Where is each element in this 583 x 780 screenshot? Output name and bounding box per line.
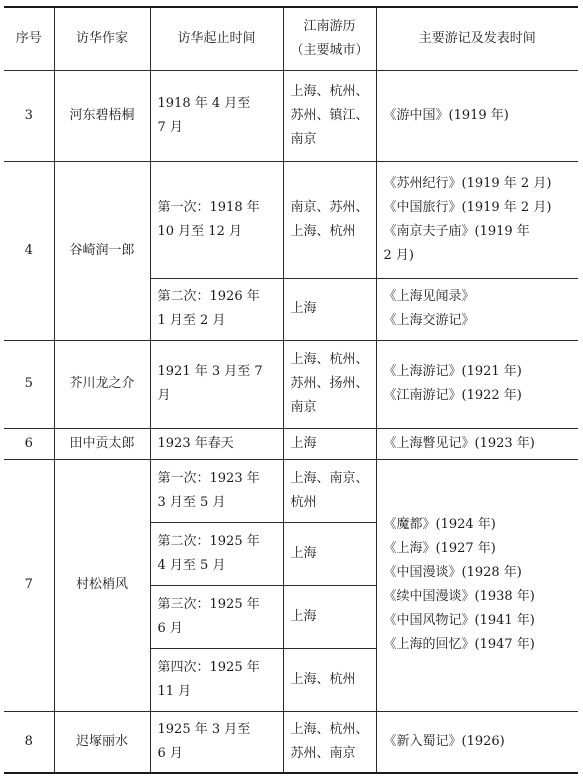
period-line: 第一次：1923 年	[157, 470, 260, 486]
cities-line: 苏州、镇江、	[290, 107, 369, 123]
work-line: 《上海瞥见记》(1923 年)	[383, 435, 535, 451]
table-row	[4, 70, 578, 161]
cell-period	[150, 459, 283, 522]
work-line: 《游中国》(1919 年)	[383, 107, 509, 123]
work-line: 《上海见闻录》	[383, 289, 475, 304]
cell-writer	[54, 459, 150, 711]
cities-line: 上海	[290, 301, 317, 316]
cell-works	[376, 459, 578, 711]
header-works-text: 主要游记及发表时间	[418, 30, 536, 46]
work-line: 《江南游记》(1922 年)	[383, 388, 522, 403]
cell-period	[150, 711, 283, 773]
cell-period	[150, 161, 283, 278]
period-line: 7 月	[157, 119, 183, 135]
cell-no	[4, 70, 54, 161]
table-row	[4, 711, 578, 773]
row-writer: 河东碧梧桐	[69, 107, 135, 123]
cell-cities	[283, 585, 376, 648]
work-line: 《魔都》(1924 年)	[383, 517, 496, 532]
work-line: 《上海》(1927 年)	[383, 541, 496, 556]
cell-cities	[283, 711, 376, 773]
cities-line: 南京、苏州、	[290, 199, 369, 215]
cell-works	[376, 70, 578, 161]
cell-writer	[54, 711, 150, 773]
work-line: 《中国漫谈》(1928 年)	[383, 565, 522, 580]
cell-works	[376, 428, 578, 459]
row-writer: 谷崎润一郎	[69, 242, 135, 258]
cell-works	[376, 278, 578, 340]
cell-period	[150, 522, 283, 585]
cell-writer	[54, 428, 150, 459]
row-writer: 芥川龙之介	[69, 376, 135, 391]
cities-line: 上海、杭州、	[290, 83, 369, 99]
cities-line: 上海、杭州	[290, 223, 356, 239]
row-writer: 迟塚丽水	[75, 733, 128, 749]
period-line: 第二次：1926 年	[157, 289, 260, 304]
cell-cities	[283, 428, 376, 459]
cell-cities	[283, 459, 376, 522]
header-writer	[54, 7, 150, 70]
header-period-text: 访华起止时间	[177, 30, 256, 46]
table-row	[4, 340, 578, 428]
cities-line: 上海	[290, 435, 317, 451]
table-row	[4, 161, 578, 278]
travel-table	[4, 6, 578, 774]
row-no: 7	[24, 577, 33, 592]
row-no: 5	[24, 376, 33, 391]
cell-period	[150, 278, 283, 340]
cities-line: 苏州、扬州、	[290, 376, 369, 391]
cell-cities	[283, 161, 376, 278]
cell-period	[150, 648, 283, 711]
cell-works	[376, 711, 578, 773]
header-cities	[283, 7, 376, 70]
period-line: 11 月	[157, 683, 192, 699]
row-writer: 田中贡太郎	[69, 435, 135, 451]
work-line: 《中国风物记》(1941 年)	[383, 613, 535, 628]
header-no	[4, 7, 54, 70]
cell-period	[150, 340, 283, 428]
row-no: 4	[24, 242, 33, 258]
work-line: 《上海交游记》	[383, 313, 475, 328]
period-line: 6 月	[157, 620, 183, 636]
work-line: 《上海游记》(1921 年)	[383, 364, 522, 379]
cities-line: 苏州、南京	[290, 745, 356, 761]
cities-line: 杭州	[290, 494, 317, 510]
table-row	[4, 459, 578, 522]
cell-cities	[283, 340, 376, 428]
period-line: 1925 年 3 月至	[157, 721, 251, 737]
cell-no	[4, 340, 54, 428]
cities-line: 南京	[290, 131, 317, 147]
period-line: 1923 年春天	[157, 435, 234, 451]
period-line: 第二次：1925 年	[157, 533, 260, 549]
cities-line: 上海、杭州、	[290, 721, 369, 737]
period-line: 10 月至 12 月	[157, 223, 242, 239]
period-line: 第三次：1925 年	[157, 596, 260, 612]
cell-no	[4, 459, 54, 711]
period-line: 1921 年 3 月至 7 月	[157, 364, 263, 403]
cell-writer	[54, 340, 150, 428]
period-line: 6 月	[157, 745, 183, 761]
row-no: 3	[24, 107, 33, 123]
cities-line: 上海、杭州、	[290, 352, 369, 367]
period-line: 4 月至 5 月	[157, 557, 226, 573]
cell-no	[4, 711, 54, 773]
table-row	[4, 428, 578, 459]
header-cities-line2: （主要城市）	[290, 42, 369, 58]
header-no-text: 序号	[15, 30, 42, 46]
period-line: 第四次：1925 年	[157, 659, 260, 675]
header-writer-text: 访华作家	[75, 30, 128, 46]
row-writer: 村松梢风	[75, 577, 128, 592]
cell-cities	[283, 648, 376, 711]
cities-line: 上海	[290, 608, 317, 624]
period-line: 第一次：1918 年	[157, 199, 260, 215]
header-works	[376, 7, 578, 70]
cell-period	[150, 70, 283, 161]
cities-line: 上海	[290, 545, 317, 561]
cell-period	[150, 585, 283, 648]
work-line: 《新入蜀记》(1926)	[383, 733, 505, 749]
header-period	[150, 7, 283, 70]
cell-writer	[54, 161, 150, 340]
row-no: 8	[24, 733, 33, 749]
cell-period	[150, 428, 283, 459]
cell-cities	[283, 522, 376, 585]
cities-line: 南京	[290, 400, 317, 415]
cell-writer	[54, 70, 150, 161]
cell-works	[376, 161, 578, 278]
cell-no	[4, 161, 54, 340]
work-line: 《南京夫子庙》(1919 年	[383, 223, 530, 239]
period-line: 3 月至 5 月	[157, 494, 226, 510]
work-line: 《续中国漫谈》(1938 年)	[383, 589, 535, 604]
cell-cities	[283, 70, 376, 161]
work-line: 《中国旅行》(1919 年 2 月)	[383, 199, 552, 215]
period-line: 1 月至 2 月	[157, 313, 226, 328]
row-no: 6	[24, 435, 33, 451]
cell-cities	[283, 278, 376, 340]
cities-line: 上海、杭州	[290, 671, 356, 687]
cell-works	[376, 340, 578, 428]
work-line: 《上海的回忆》(1947 年)	[383, 637, 535, 652]
cell-no	[4, 428, 54, 459]
work-line: 2 月)	[383, 247, 414, 263]
work-line: 《苏州纪行》(1919 年 2 月)	[383, 175, 552, 191]
header-cities-line1: 江南游历	[303, 18, 356, 34]
header-row	[4, 7, 578, 70]
cities-line: 上海、南京、	[290, 470, 369, 486]
period-line: 1918 年 4 月至	[157, 95, 251, 111]
